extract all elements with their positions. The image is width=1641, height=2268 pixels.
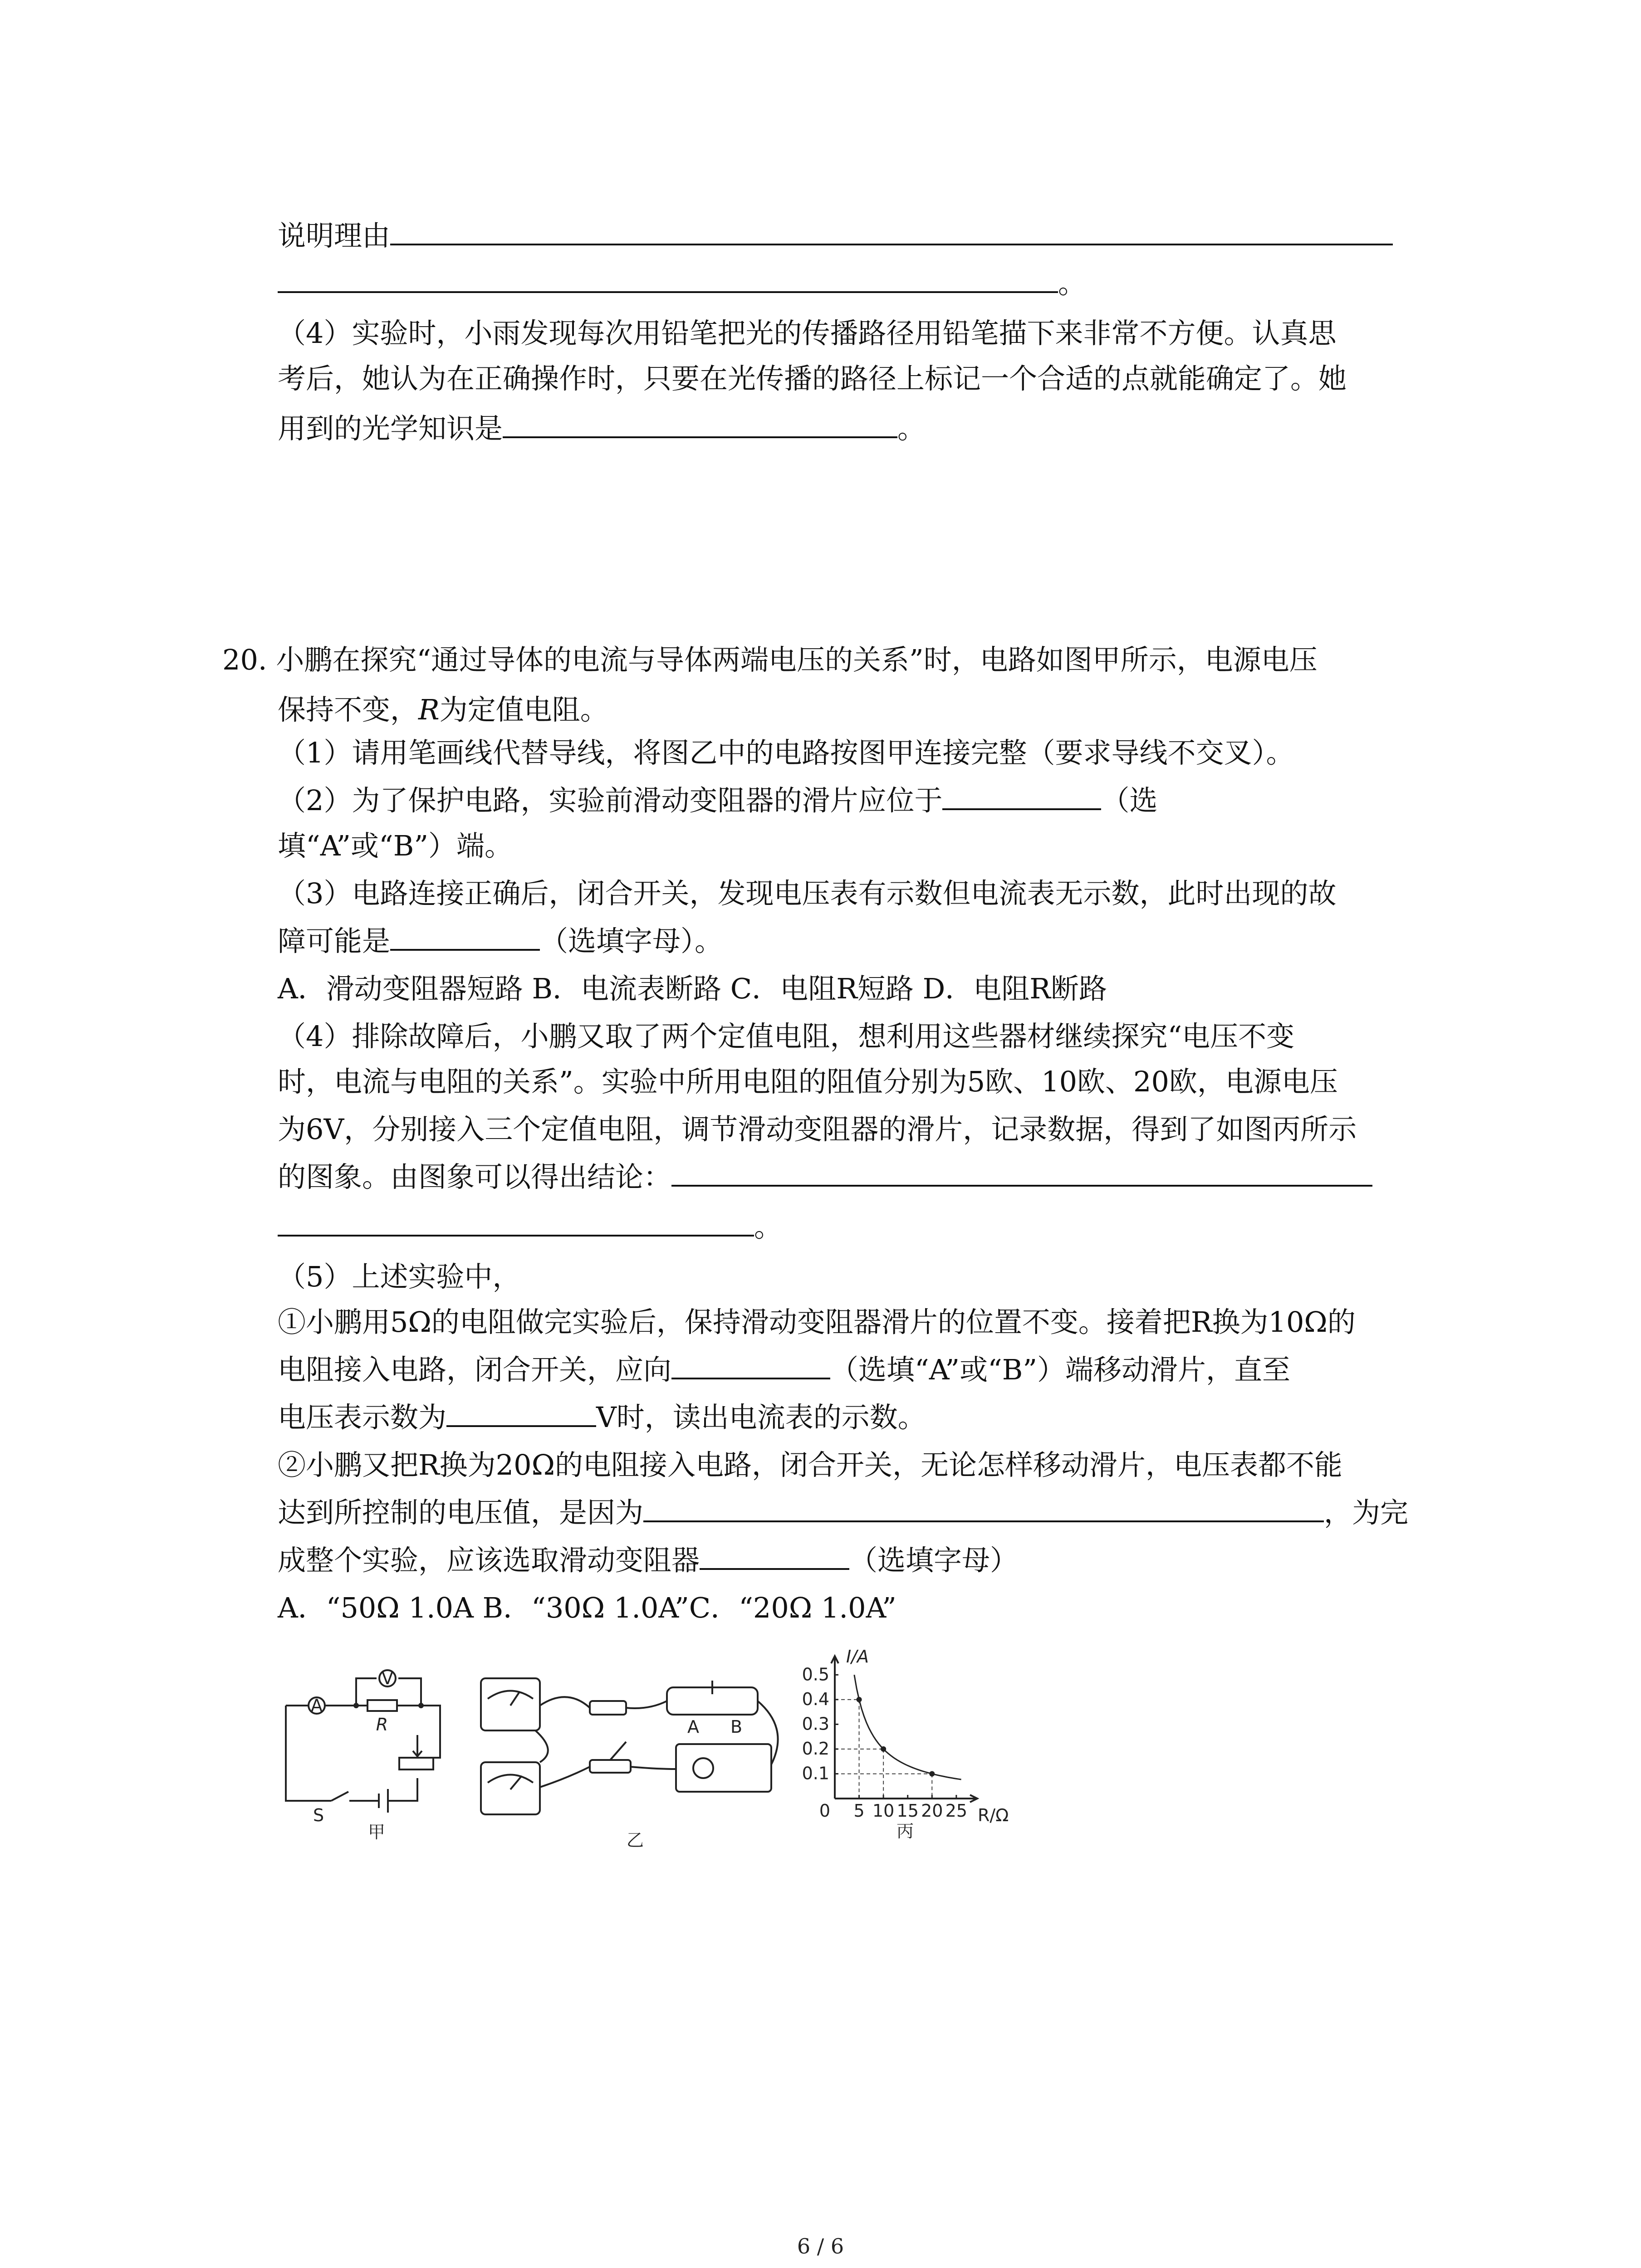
text-line <box>278 1016 1294 1057</box>
paragraph-text: （2）为了保护电路，实验前滑动变阻器的滑片应位于 <box>278 784 943 817</box>
paragraph-text: （1）请用笔画线代替导线，将图乙中的电路按图甲连接完整（要求导线不交叉）。 <box>278 736 1294 769</box>
switch-device <box>590 1760 631 1773</box>
paragraph-text: 障可能是 <box>278 924 391 958</box>
voltmeter-label: V <box>382 1669 393 1688</box>
period: 。 <box>754 1210 783 1243</box>
text-line <box>278 1349 1290 1390</box>
paragraph-text: （3）电路连接正确后，闭合开关，发现电压表有示数但电流表无示数，此时出现的故 <box>278 877 1337 910</box>
y-tick-label: 0.4 <box>802 1689 829 1709</box>
paragraph-text: 小鹏在探究“通过导体的电流与导体两端电压的关系”时，电路如图甲所示，电源电压 <box>276 643 1318 676</box>
paragraph-text: （选填“A”或“B”）端移动滑片，直至 <box>830 1353 1291 1386</box>
text-line <box>278 780 1157 821</box>
battery-box <box>676 1744 771 1792</box>
paragraph-text: （选 <box>1101 784 1158 817</box>
text-line <box>278 1109 1357 1150</box>
text-line <box>278 313 1336 354</box>
paragraph-text: （5）上述实验中， <box>278 1260 521 1293</box>
text-line <box>278 873 1336 914</box>
text-line <box>278 826 513 866</box>
series-curve <box>854 1675 961 1779</box>
text-line <box>278 689 608 730</box>
paragraph-text: （4）实验时，小雨发现每次用铅笔把光的传播路径用铅笔描下来非常不方便。认真思 <box>278 317 1337 350</box>
text-line <box>278 1540 1018 1581</box>
period: 。 <box>1058 267 1087 300</box>
figure-caption-yi: 乙 <box>626 1830 644 1850</box>
answer-blank[interactable] <box>390 216 1393 245</box>
answer-blank[interactable] <box>700 1541 849 1570</box>
variable-R: R <box>418 693 440 726</box>
figure-caption-jia: 甲 <box>367 1822 386 1842</box>
text-line <box>278 358 1347 399</box>
x-tick-label: 25 <box>945 1801 968 1821</box>
y-tick-label: 0.5 <box>802 1664 829 1685</box>
answer-blank[interactable] <box>446 1398 596 1427</box>
figure-jia-circuit <box>277 1669 476 1842</box>
data-point <box>929 1771 935 1776</box>
data-point <box>857 1697 862 1702</box>
text-line <box>278 921 723 962</box>
terminal-a-label: A <box>687 1717 699 1737</box>
x-tick-label: 20 <box>921 1801 943 1821</box>
switch-label: S <box>313 1805 324 1825</box>
text-line <box>278 1157 1372 1198</box>
paragraph-text: 电阻接入电路，闭合开关，应向 <box>278 1353 672 1386</box>
text-line <box>278 1492 1408 1533</box>
y-tick-label: 0.2 <box>802 1738 829 1759</box>
question-number: 20. <box>222 643 267 676</box>
x-tick-label: 5 <box>853 1801 865 1821</box>
paragraph-text: 时，电流与电阻的关系”。实验中所用电阻的阻值分别为5欧、10欧、20欧，电源电压 <box>278 1065 1338 1098</box>
paragraph-text: 为6V，分别接入三个定值电阻，调节滑动变阻器的滑片，记录数据，得到了如图丙所示 <box>278 1113 1357 1146</box>
text-line <box>278 1256 520 1297</box>
answer-options: A．“50Ω 1.0A B．“30Ω 1.0A”C．“20Ω 1.0A” <box>278 1591 896 1624</box>
terminal-b-label: B <box>730 1717 743 1737</box>
answer-blank[interactable] <box>278 1207 754 1237</box>
answer-blank[interactable] <box>643 1493 1324 1522</box>
ammeter-label: A <box>311 1696 323 1716</box>
options-line <box>278 1588 896 1628</box>
answer-blank[interactable] <box>671 1350 830 1379</box>
options-line <box>278 968 1107 1009</box>
y-axis-label: I/A <box>846 1647 869 1667</box>
paragraph-text: ①小鹏用5Ω的电阻做完实验后，保持滑动变阻器滑片的位置不变。接着把R换为10Ω的 <box>278 1305 1356 1339</box>
resistor-label: R <box>376 1715 388 1735</box>
paragraph-text: ②小鹏又把R换为20Ω的电阻接入电路，闭合开关，无论怎样移动滑片，电压表都不能 <box>278 1448 1342 1481</box>
reason-label: 说明理由 <box>278 219 391 252</box>
text-line <box>278 733 1294 773</box>
figure-yi-apparatus <box>476 1674 794 1851</box>
text-line <box>278 1207 782 1247</box>
paragraph-text: 用到的光学知识是 <box>278 412 503 445</box>
reason-line-2 <box>278 263 1086 304</box>
text-line <box>278 1302 1356 1343</box>
paragraph-text: 考后，她认为在正确操作时，只要在光传播的路径上标记一个合适的点就能确定了。她 <box>278 362 1347 395</box>
paragraph-text: V时，读出电流表的示数。 <box>596 1401 926 1434</box>
paragraph-text: 成整个实验，应该选取滑动变阻器 <box>278 1544 700 1577</box>
x-tick-label: 15 <box>896 1801 919 1821</box>
x-tick-label: 0 <box>819 1801 831 1821</box>
answer-blank[interactable] <box>671 1158 1372 1187</box>
paragraph-text: （选填字母） <box>849 1544 1019 1577</box>
y-tick-label: 0.1 <box>802 1763 829 1784</box>
figure-caption-bing: 丙 <box>896 1821 914 1839</box>
question-20-stem <box>222 640 1318 680</box>
y-tick-label: 0.3 <box>802 1714 829 1734</box>
data-point <box>881 1746 886 1752</box>
answer-blank[interactable] <box>390 922 540 951</box>
x-tick-label: 10 <box>872 1801 895 1821</box>
x-axis-label: R/Ω <box>978 1805 1009 1825</box>
paragraph-text: 为定值电阻。 <box>439 693 608 726</box>
text-line <box>278 1445 1342 1486</box>
text-line <box>278 408 926 449</box>
paragraph-text: （4）排除故障后，小鹏又取了两个定值电阻，想利用这些器材继续探究“电压不变 <box>278 1020 1295 1053</box>
paragraph-text: 电压表示数为 <box>278 1401 447 1434</box>
answer-blank[interactable] <box>503 409 897 438</box>
paragraph-text: 填“A”或“B”）端。 <box>278 829 513 862</box>
answer-blank[interactable] <box>942 781 1101 810</box>
paragraph-text: ，为完 <box>1324 1496 1409 1529</box>
axis-arrows <box>831 1656 977 1802</box>
paragraph-text: 达到所控制的电压值，是因为 <box>278 1496 644 1529</box>
answer-blank[interactable] <box>278 264 1058 293</box>
period: 。 <box>897 412 926 445</box>
paragraph-text: （选填字母）。 <box>540 924 723 958</box>
page-number: 6 / 6 <box>797 2234 844 2258</box>
text-line <box>278 1397 926 1438</box>
text-line <box>278 1061 1338 1102</box>
answer-options: A．滑动变阻器短路 B．电流表断路 C．电阻R短路 D．电阻R断路 <box>278 972 1107 1005</box>
chart-axes-lines <box>835 1658 975 1799</box>
reason-line <box>278 215 1393 256</box>
paragraph-text: 保持不变， <box>278 693 419 726</box>
resistor-device <box>590 1701 626 1715</box>
figure-bing-chart <box>798 1644 1016 1839</box>
paragraph-text: 的图象。由图象可以得出结论： <box>278 1160 672 1193</box>
